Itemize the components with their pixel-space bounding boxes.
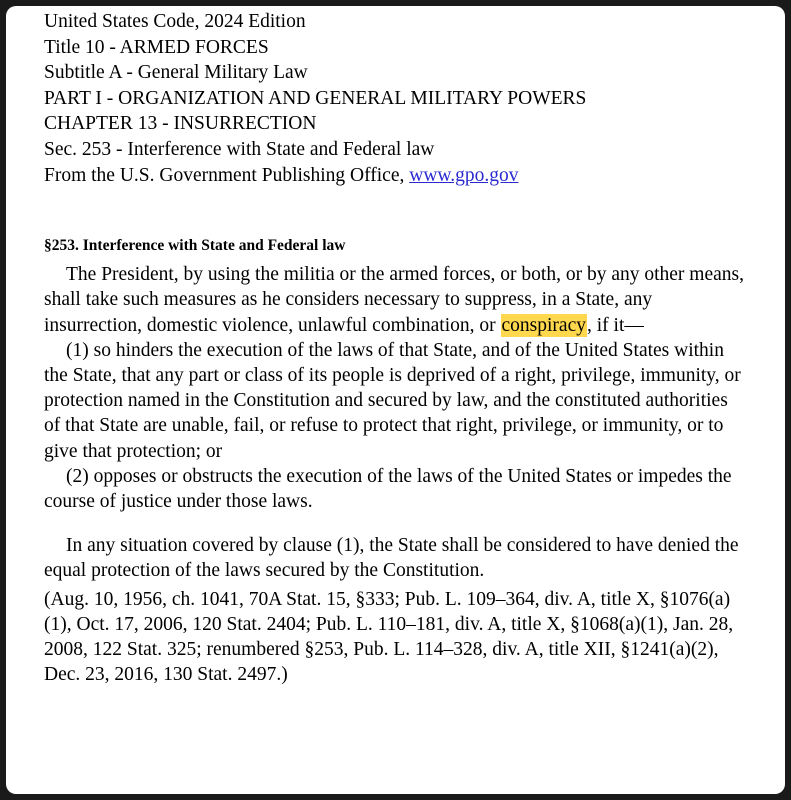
header-line-source	[44, 163, 744, 189]
gpo-link[interactable]: www.gpo.gov	[409, 164, 519, 186]
paragraph-main-after: , if it—	[586, 314, 644, 336]
paragraph-main	[44, 262, 744, 338]
document-header	[44, 6, 744, 188]
clause-1: (1) so hinders the execution of the laws of that State, and of the United States within the State, that any part or class of its people is deprived of a right, privilege, immunity, or protection named in the Constitution and secured by law, and the constituted authorities of that State are unable, fail, or refuse to protect that right, privilege, or immunity, or to give that protection; or	[44, 339, 741, 462]
header-line-chapter: CHAPTER 13 - INSURRECTION	[44, 113, 317, 135]
document-page	[6, 6, 785, 794]
paragraph-main-before: The President, by using the militia or the armed forces, or both, or by any other means, shall take such measures as he considers necessary to suppress, in a State, any insurrection, domestic violence, unlawful combination, or	[44, 264, 744, 336]
closing-paragraph: In any situation covered by clause (1), the State shall be considered to have denied the equal protection of the laws secured by the Constitution.	[44, 535, 739, 582]
section-heading: §253. Interference with State and Federal law	[44, 237, 346, 255]
credits-paragraph: (Aug. 10, 1956, ch. 1041, 70A Stat. 15, §333; Pub. L. 109–364, div. A, title X, §1076(a)(1), Oct. 17, 2006, 120 Stat. 2404; Pub. L. 110–181, div. A, title X, §1068(a)(1), Jan. 28, 2008, 122 Stat. 325; renumbered §253, Pub. L. 114–328, div. A, title XII, §1241(a)(2), Dec. 23, 2016, 130 Stat. 2497.)	[44, 588, 734, 686]
header-line-part: PART I - ORGANIZATION AND GENERAL MILITARY POWERS	[44, 87, 587, 109]
header-line-edition: United States Code, 2024 Edition	[44, 11, 306, 32]
document-content	[44, 6, 744, 707]
source-prefix-text: From the U.S. Government Publishing Office,	[44, 164, 410, 186]
clause-2: (2) opposes or obstructs the execution of the laws of the United States or impedes the course of justice under those laws.	[44, 465, 732, 512]
header-line-section: Sec. 253 - Interference with State and Federal law	[44, 138, 435, 160]
header-line-subtitle: Subtitle A - General Military Law	[44, 62, 308, 84]
highlighted-term: conspiracy	[501, 314, 586, 336]
header-line-title: Title 10 - ARMED FORCES	[44, 36, 269, 58]
